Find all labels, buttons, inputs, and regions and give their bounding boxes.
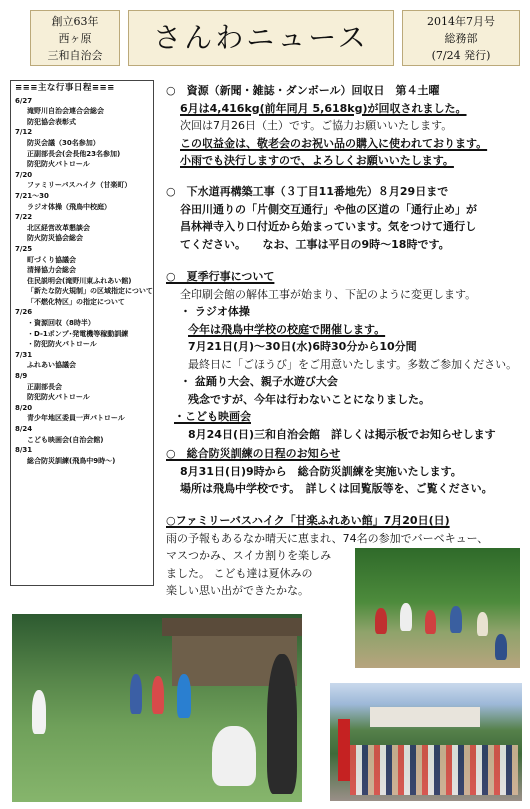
schedule-list [15, 96, 153, 467]
header-org-line1: 創立63年 [51, 15, 99, 28]
section-heading: ○ 夏季行事について [166, 270, 275, 283]
schedule-event: 清掃協力会総会 [27, 266, 76, 275]
schedule-date: 8/31 [15, 446, 33, 455]
section-line: 今年は飛鳥中学校の校庭で開催します。 [188, 322, 386, 336]
newsletter-title: さんわニュース [128, 10, 394, 66]
section-line: 楽しい思い出ができたかな。 [166, 584, 309, 597]
schedule-box [10, 80, 154, 586]
section-line: 場所は飛鳥中学校です。 詳しくは回覧版等を、ご覧ください。 [180, 482, 493, 495]
section-line: この収益金は、敬老会のお祝い品の購入に使われております。 [180, 136, 488, 150]
schedule-date: 7/26 [15, 308, 33, 317]
section-recycling [166, 82, 487, 170]
photo-crowd [350, 745, 518, 795]
schedule-event: こども映画会(自治会館) [27, 435, 104, 444]
section-line: ・ 盆踊り大会、親子水遊び大会 [180, 375, 338, 388]
section-line: 全印刷会館の解体工事が始まり、下記のように変更します。 [180, 287, 477, 301]
photo-building-roof [162, 618, 302, 636]
photo-group [330, 683, 522, 801]
schedule-event: ・D-1ポンプ･発電機等稼動訓練 [27, 329, 129, 338]
photo-figure [130, 674, 142, 714]
schedule-event: 住民説明会(滝野川東ふれあい館) [27, 276, 132, 285]
schedule-event: 防災会議（30名参加） [27, 138, 100, 147]
schedule-date: 8/20 [15, 403, 33, 412]
schedule-event: 「新たな防火規制」の区域指定について [27, 287, 153, 296]
schedule-date: 7/31 [15, 350, 33, 359]
section-heading: ○ 下水道再構築工事（３丁目11番地先）８月29日まで [166, 185, 449, 198]
section-line: 最終日に「ごほうび」をご用意いたします。多数ご参加ください。 [188, 357, 518, 371]
photo-banner [338, 719, 350, 781]
schedule-event: 滝野川自治会連合会総会 [27, 107, 104, 116]
photo-figure [267, 654, 297, 794]
section-line: 昌林禅寺入り口付近から始まっています。気をつけて通行し [180, 220, 477, 233]
schedule-event: 北区経営改革懇談会 [27, 223, 90, 232]
schedule-event: ふれあい協議会 [27, 361, 76, 370]
schedule-event: 防火防災協会総会 [27, 234, 83, 243]
section-line: 次回は7月26日（土）です。ご協力お願いいたします。 [180, 119, 453, 132]
photo-watermelon-splitting [12, 614, 302, 802]
section-line: 雨の予報もあるなか晴天に恵まれ、74名の参加でバーベキュー、 [166, 531, 489, 545]
schedule-date: 8/24 [15, 425, 33, 433]
section-line: 6月は4,416kg(前年同月 5,618kg)が回収されました。 [180, 101, 467, 115]
issue-date: 2014年7月号 [427, 15, 495, 28]
header-issue-box [402, 10, 520, 66]
section-line: 残念ですが、今年は行わないことになりました。 [188, 392, 430, 406]
schedule-date: 7/12 [15, 128, 33, 137]
schedule-date: 7/25 [15, 244, 33, 253]
schedule-event: ・防犯防火パトロール [27, 340, 97, 349]
section-heading: ○ファミリーバスハイク「甘楽ふれあい館」7月20日(日) [166, 514, 450, 527]
schedule-date: 7/21～30 [15, 191, 49, 200]
section-line: 7月21日(月)～30日(水)6時30分から10分間 [188, 340, 417, 353]
schedule-date: 7/20 [15, 170, 33, 179]
section-line: てください。 なお、工事は平日の9時～18時です。 [180, 237, 450, 251]
schedule-event: 防犯防火パトロール [27, 160, 90, 169]
schedule-title: ≡≡≡主な行事日程≡≡≡ [15, 83, 115, 93]
header-org-line2: 西ヶ原 [58, 32, 92, 45]
schedule-event: 青少年地区委員一声パトロール [27, 414, 125, 423]
photo-building [370, 707, 480, 727]
photo-figure [32, 690, 46, 734]
photo-figure [212, 726, 256, 786]
schedule-date: 7/22 [15, 213, 33, 222]
schedule-event: 町づくり協議会 [27, 255, 76, 264]
section-disaster-drill [166, 445, 493, 498]
section-line: ・ ラジオ体操 [180, 305, 250, 318]
section-line: 小雨でも決行しますので、よろしくお願いいたします。 [180, 154, 454, 167]
photo-figure [495, 634, 507, 660]
photo-figure [425, 610, 436, 634]
schedule-event: ラジオ体操（飛鳥中校庭） [27, 202, 111, 211]
header-org-box [30, 10, 120, 66]
issue-published: (7/24 発行) [431, 49, 491, 62]
photo-figure [450, 606, 462, 633]
section-line: 8月24日(日)三和自治会館 詳しくは掲示板でお知らせします [188, 427, 496, 441]
schedule-date: 8/9 [15, 372, 28, 381]
photo-fish-catching [355, 548, 520, 668]
photo-figure [177, 674, 191, 718]
photo-figure [375, 608, 387, 634]
section-line: 8月31日(日)9時から 総合防災訓練を実施いたします。 [180, 464, 462, 478]
section-line: 谷田川通りの「片側交互通行」や他の区道の「通行止め」が [180, 202, 477, 216]
photo-figure [477, 612, 488, 636]
section-sewer-work [166, 183, 477, 253]
schedule-event: ・資源回収（8時半） [27, 319, 95, 328]
schedule-event: 正副部長会(会長他23名参加) [27, 149, 121, 158]
section-line: マスつかみ、スイカ割りを楽しみ [166, 549, 332, 562]
schedule-event: 総合防災訓練(飛鳥中9時～) [27, 456, 116, 465]
schedule-event: 防犯防火パトロール [27, 393, 90, 402]
schedule-date: 6/27 [15, 96, 33, 105]
issue-dept: 総務部 [444, 32, 478, 45]
section-heading: ○ 資源（新聞・雑誌・ダンボール）回収日 第４土曜 [166, 84, 440, 97]
section-line: ・こども映画会 [174, 410, 251, 423]
section-summer-events [166, 268, 517, 443]
schedule-event: 防犯協会表彰式 [27, 117, 76, 126]
schedule-event: 正副部長会 [27, 382, 62, 391]
photo-figure [152, 676, 164, 714]
section-line: ました。 こども達は夏休みの [166, 566, 313, 580]
section-heading: ○ 総合防災訓練の日程のお知らせ [166, 447, 341, 460]
schedule-event: 「不燃化特区」の指定について [27, 297, 125, 306]
photo-figure [400, 603, 412, 631]
schedule-event: ファミリーバスハイク（甘楽町） [27, 181, 132, 190]
header-org-line3: 三和自治会 [47, 49, 103, 62]
